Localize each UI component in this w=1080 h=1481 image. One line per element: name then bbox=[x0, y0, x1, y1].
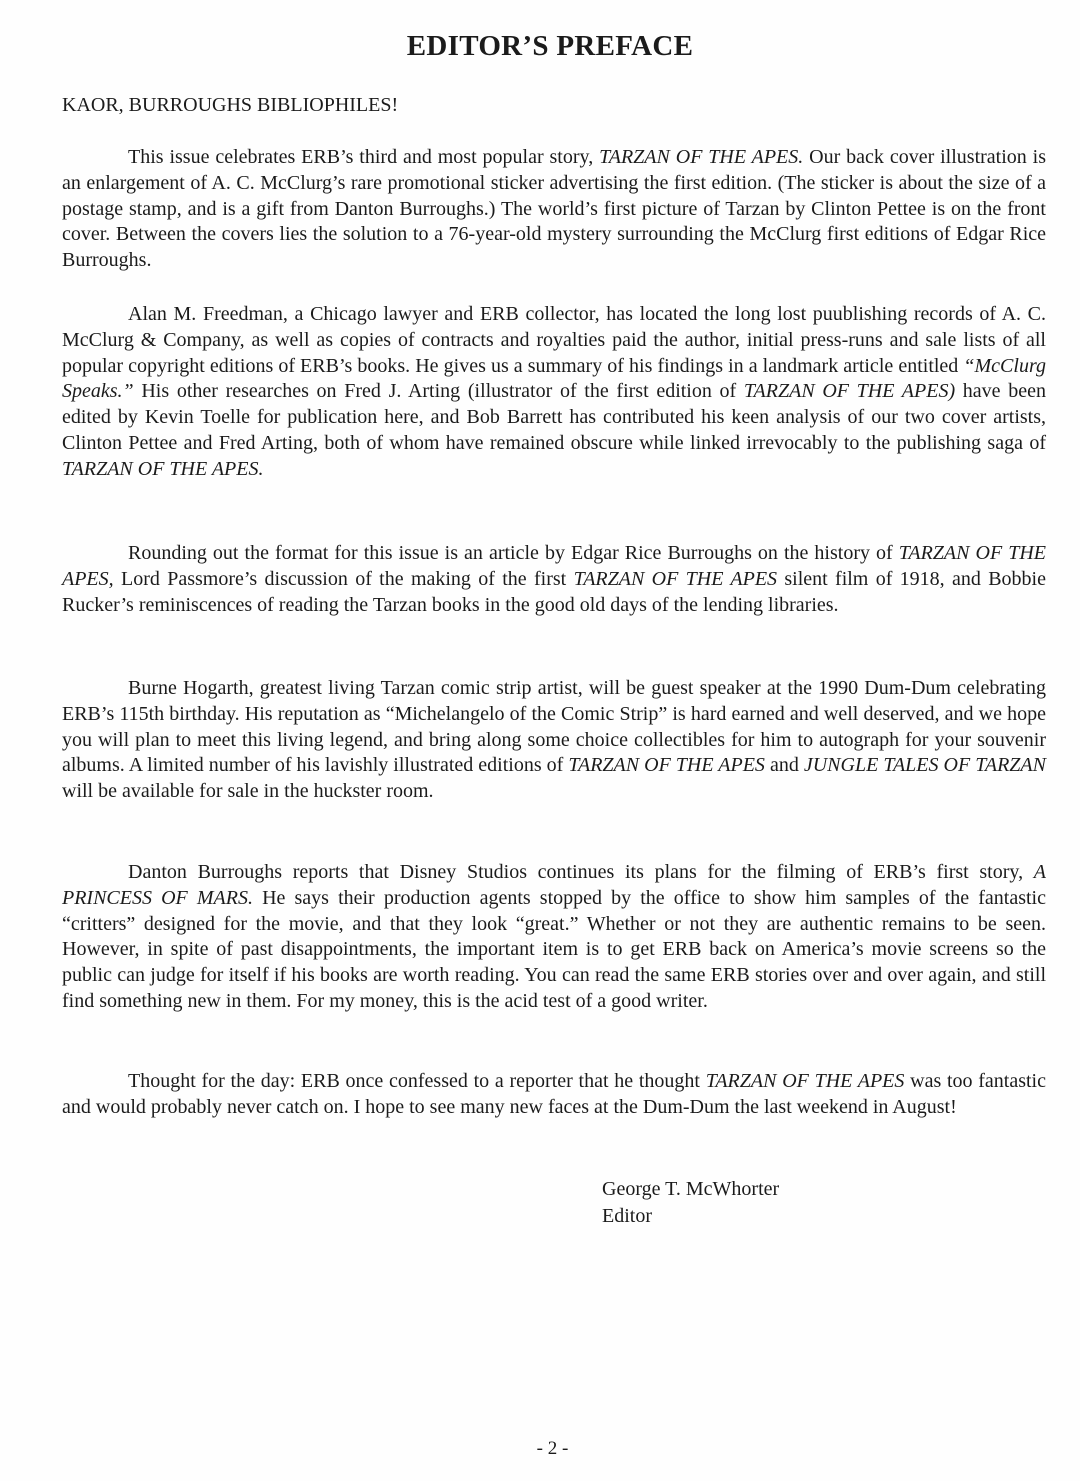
paragraph-text-run: Thought for the day: ERB once confessed to a reporter that he thought bbox=[128, 1070, 706, 1092]
paragraph-3 bbox=[62, 541, 1046, 618]
page-title: EDITOR’S PREFACE bbox=[406, 30, 694, 62]
paragraph-1 bbox=[62, 145, 1046, 274]
paragraph-text-run: Rounding out the format for this issue is an article by Edgar Rice Burroughs on the history of bbox=[128, 542, 899, 564]
italic-title-text: TARZAN OF THE APES) bbox=[743, 380, 956, 403]
italic-title-text: JUNGLE TALES OF TARZAN bbox=[803, 754, 1046, 777]
paragraph-text-run: have been edited by Kevin Toelle for publication here, and Bob Barrett has contributed his keen analysis of our two cover artists, Clinton Pettee and Fred Arting, both of whom have remained obscure while linked irrevocably to the publishing saga of bbox=[62, 380, 1046, 454]
paragraph-6 bbox=[62, 1069, 1046, 1121]
italic-title-text: “McClurg Speaks.” bbox=[62, 354, 1046, 403]
paragraph-text-run: Our back cover illustration is an enlargement of A. C. McClurg’s rare promotional sticker advertising the first edition. (The sticker is about the size of a postage stamp, and is a gift from Danton Burroughs.) The world’s first picture of Tarzan by Clinton Pettee is on the front cover. Between the covers lies the solution to a 76-year-old mystery surrounding the McClurg first editions of Edgar Rice Burroughs. bbox=[62, 146, 1047, 272]
italic-title-text: TARZAN OF THE APES. bbox=[599, 146, 804, 168]
paragraph-text-run: His other researches on Fred J. Arting (illustrator of the first edition of bbox=[133, 380, 744, 403]
signature-role: Editor bbox=[602, 1205, 652, 1227]
paragraph-text-run: silent film of 1918, and Bobbie Rucker’s reminiscences of reading the Tarzan books in the good old days of the lending libraries. bbox=[62, 567, 1046, 616]
paragraph-2 bbox=[62, 302, 1046, 483]
page-number: - 2 - bbox=[536, 1438, 569, 1459]
italic-title-text: TARZAN OF THE APES bbox=[705, 1070, 905, 1092]
italic-title-text: A PRINCESS OF MARS. bbox=[62, 861, 1046, 909]
signature-name: George T. McWhorter bbox=[602, 1178, 780, 1200]
paragraph-text-run: Burne Hogarth, greatest living Tarzan comic strip artist, will be guest speaker at the 1990 Dum-Dum celebrating ERB’s 115th birthday. His reputation as “Michelangelo of the Comic Strip” is hard earned and well deserved, and we hope you will plan to meet this living legend, and bring along some choice collectibles for him to autograph for your souvenir albums. A limited number of his lavishly illustrated editions of bbox=[62, 677, 1046, 777]
paragraph-text-run: will be available for sale in the huckster room. bbox=[62, 780, 434, 803]
paragraph-5 bbox=[62, 860, 1046, 1015]
italic-title-text: TARZAN OF THE APES bbox=[573, 567, 778, 590]
italic-title-text: TARZAN OF THE APES. bbox=[62, 457, 264, 480]
paragraph-text-run: and bbox=[764, 754, 804, 777]
paragraph-4 bbox=[62, 676, 1046, 805]
italic-title-text: TARZAN OF THE APES, bbox=[62, 542, 1046, 590]
greeting-line: KAOR, BURROUGHS BIBLIOPHILES! bbox=[62, 94, 399, 116]
paragraph-text-run: Alan M. Freedman, a Chicago lawyer and ERB collector, has located the long lost puublishing records of A. C. McClurg & Company, as well as copies of contracts and royalties paid the author, initial press-runs and sale lists of all popular copyright editions of ERB’s books. He gives us a summary of his findings in a landmark article entitled bbox=[62, 303, 1046, 377]
signature-block bbox=[602, 1176, 779, 1230]
paragraph-text-run: Danton Burroughs reports that Disney Studios continues its plans for the filming of ERB’s first story, bbox=[128, 861, 1034, 883]
paragraph-text-run: This issue celebrates ERB’s third and most popular story, bbox=[128, 146, 600, 168]
paragraph-text-run: He says their production agents stopped by the office to show him samples of the fantastic “critters” designed for the movie, and that they look “great.” Whether or not they are authentic remains to be seen. However, in spite of past disappointments, the important item is to get ERB back on America’s movie screens so the public can judge for itself if his books are worth reading. You can read the same ERB stories over and over again, and still find something new in them. For my money, this is the acid test of a good writer. bbox=[62, 886, 1046, 1012]
italic-title-text: TARZAN OF THE APES bbox=[568, 754, 765, 777]
paragraph-text-run: was too fantastic and would probably never catch on. I hope to see many new faces at the Dum-Dum the last weekend in August! bbox=[62, 1070, 1046, 1118]
paragraph-text-run: Lord Passmore’s discussion of the making of the first bbox=[113, 567, 574, 590]
